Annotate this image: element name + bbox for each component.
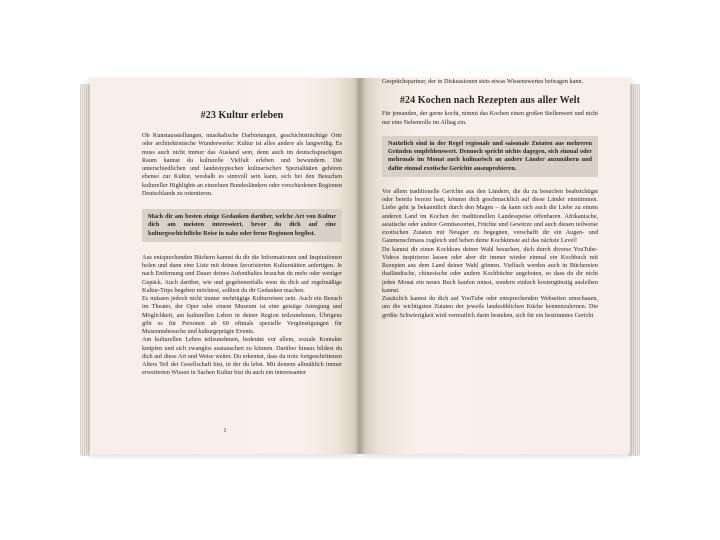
right-paragraph-2: Du kannst dir einen Kochkurs deiner Wahl besuchen, dich durch diverse YouTube-Videos inspirieren lassen oder aber dir immer wieder einmal ein Kochbuch mit Rezepten aus dem Land deiner Wahl gönnen. Vielfach werden auch in Büchereien thailändische, chinesische oder andere Kochbücher angeboten, so dass du dir nicht jeden Monat ein neues Buch kaufen musst, sondern einfach kostengünstig ausleihen kannst. (382, 245, 598, 294)
left-page (90, 78, 360, 454)
left-paragraph-4: Am kulturellen Leben teilzunehmen, bedeutet vor allem, soziale Kontakte knüpfen und sich zwanglos austauschen zu können. Darüber hinaus bildest du dich auf diese Art und Weise weiter. Du erkennst, dass du trotz fortgeschrittenen Alters Teil der Gesellschaft bist, in der du lebst. Mit deinem allmählich immer erweiterten Wissen in Sachen Kultur bist du auch ein interessanter (142, 336, 342, 377)
right-page-content (382, 78, 598, 454)
right-callout-box: Natürlich sind in der Regel regionale und saisonale Zutaten aus mehreren Gründen empfehlenswert. Dennoch spricht nichts dagegen, sich einmal oder mehrmals im Monat auch kulinarisch an andere Länder anzunähern und dafür einmal exotische Gerichte auszuprobieren. (382, 136, 598, 177)
left-paragraph-intro: Ob Kunstausstellungen, musikalische Darbietungen, geschichtsträchtige Orte oder architektonische Wunderwerke: Kultur ist alles andere als langweilig. Es muss auch nicht immer das Ausland sein, denn auch im deutschsprachigen Raum kannst du kulturelle Vielfalt erleben und bewundern. Die unterschiedlichen und landestypischen kulinarischen Spezialitäten gehören ebenso zur Kultur, weshalb es sinnvoll sein kann, sich bei den Besuchen kultureller Highlights an einzelnen Bundesländern oder verschiedenen Regionen Deutschlands zu orientieren. (142, 132, 342, 197)
page-number: 1 (223, 428, 227, 434)
right-paragraph-intro: Für jemanden, der gerne kocht, nimmt das Kochen einen großen Stellenwert und nicht nur eine Nebenrolle im Alltag ein. (382, 110, 598, 126)
page-block-left-edge (80, 84, 90, 456)
open-book (84, 78, 634, 456)
right-page (360, 78, 630, 454)
section-heading-kultur: #23 Kultur erleben (200, 110, 284, 121)
left-callout-box: Mach dir am besten einige Gedanken darüber, welche Art von Kultur dich am meisten interessiert, bevor du dich auf eine kulturgeschichtliche Reise in nahe oder ferne Regionen begibst. (142, 209, 342, 242)
left-paragraph-3: Es müssen jedoch nicht immer mehrtägige Kulturreisen sein. Auch ein Besuch im Theater, der Oper oder einem Museum ist eine geistige Anregung und Möglichkeit, am kulturellen Leben in deiner Region teilzunehmen. Übrigens gibt es für Personen ab 60 oftmals spezielle Vergünstigungen für Museumsbesuche und kulturgeprägte Events. (142, 295, 342, 336)
left-paragraph-2: Aus entsprechenden Büchern kannst du dir die Informationen und Inspirationen holen und dann eine Liste mit deinen favorisierten Kulturstätten anfertigen. Je nach Entfernung und Dauer deines Aufenthaltes brauchst du mehr oder weniger Gepäck. Auch darüber, wie und gegebenenfalls wem du dich auf regelmäßige Kultur-Trips begeben möchtest, solltest du dir Gedanken machen. (142, 253, 342, 294)
book-gutter (354, 78, 366, 454)
right-paragraph-continuation: Gesprächspartner, der in Diskussionen stets etwas Wissenswertes beitragen kann. (382, 78, 584, 85)
right-paragraph-3: Zusätzlich kannst du dich auf YouTube oder entsprechenden Webseiten umschauen, um die wichtigsten Zutaten der jeweils landesüblichen Küche kennenzulernen. Die größte Schwierigkeit wird vermutlich darin bestehen, sich für ein bestimmtes Gericht (382, 295, 598, 319)
right-paragraph-1: Vor allem traditionelle Gerichte aus den Ländern, die du zu besuchen beabsichtigst oder bereits bereist hast, können dich geschmacklich auf diese Länder einstimmen. Liebe geht ja bekanntlich durch den Magen – da kann sich auch die Liebe zu einem anderen Land im Kochen der traditionellen Landesspeise offenbaren. Afrikanische, asiatische oder andere Gemüsesorten, Früchte und Gewürze und auch diesen teilweise exotischen Zutaten mit Neugier zu begegnen, verschafft dir ein Augen- und Gaumenschmaus zugleich und heben deine Kochkünste auf das nächste Level! (382, 187, 598, 245)
left-page-content (142, 78, 342, 454)
section-heading-kochen: #24 Kochen nach Rezepten aus aller Welt (399, 95, 581, 107)
